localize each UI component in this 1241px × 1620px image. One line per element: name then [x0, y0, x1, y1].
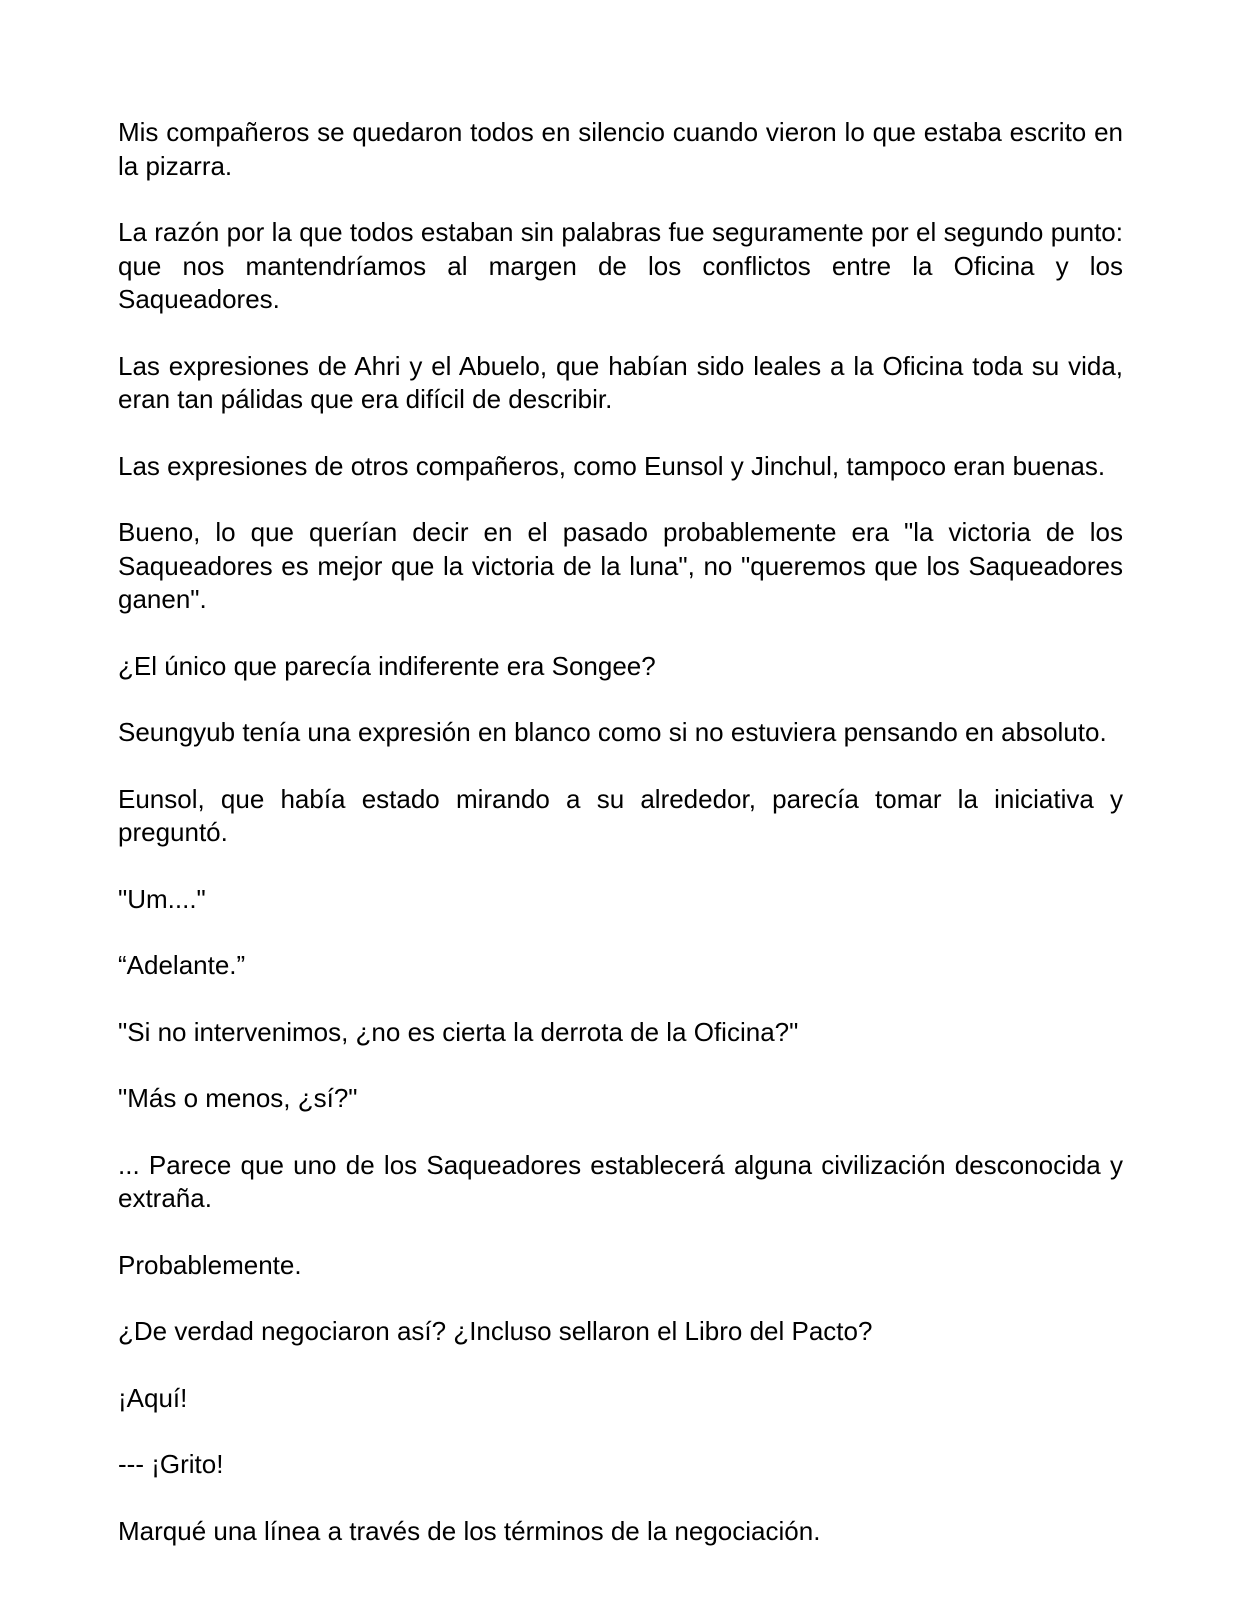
paragraph: "Más o menos, ¿sí?": [118, 1083, 358, 1113]
paragraph: Las expresiones de otros compañeros, como Eunsol y Jinchul, tampoco eran buenas.: [118, 450, 1106, 481]
paragraph: ¿De verdad negociaron así? ¿Incluso sellaron el Libro del Pacto?: [118, 1316, 873, 1346]
paragraph: "Si no intervenimos, ¿no es cierta la derrota de la Oficina?": [118, 1016, 799, 1047]
paragraph: ¡Aquí!: [118, 1382, 188, 1413]
paragraph: Bueno, lo que querían decir en el pasado probablemente era "la victoria de los Saqueadores es mejor que la victoria de la luna", no "queremos que los Saqueadores ganen".: [118, 517, 1123, 614]
paragraph: “Adelante.”: [118, 950, 246, 980]
paragraph: Las expresiones de Ahri y el Abuelo, que habían sido leales a la Oficina toda su vida, eran tan pálidas que era difícil de describir.: [118, 350, 1123, 414]
paragraph: Seungyub tenía una expresión en blanco como si no estuviera pensando en absoluto.: [118, 717, 1107, 747]
paragraph: Marqué una línea a través de los términos de la negociación.: [118, 1515, 821, 1546]
paragraph: La razón por la que todos estaban sin palabras fue seguramente por el segundo punto: que nos mantendríamos al margen de los conflictos entre la Oficina y los Saqueadores.: [118, 217, 1123, 314]
document-body: [118, 116, 1123, 1581]
paragraph: Mis compañeros se quedaron todos en silencio cuando vieron lo que estaba escrito en la pizarra.: [118, 117, 1123, 181]
paragraph: "Um....": [118, 883, 206, 914]
paragraph: Eunsol, que había estado mirando a su alrededor, parecía tomar la iniciativa y preguntó.: [118, 783, 1123, 847]
paragraph: --- ¡Grito!: [118, 1449, 224, 1479]
paragraph: Probablemente.: [118, 1249, 302, 1280]
paragraph: ... Parece que uno de los Saqueadores establecerá alguna civilización desconocida y extraña.: [118, 1149, 1123, 1213]
paragraph: ¿El único que parecía indiferente era Songee?: [118, 650, 656, 681]
